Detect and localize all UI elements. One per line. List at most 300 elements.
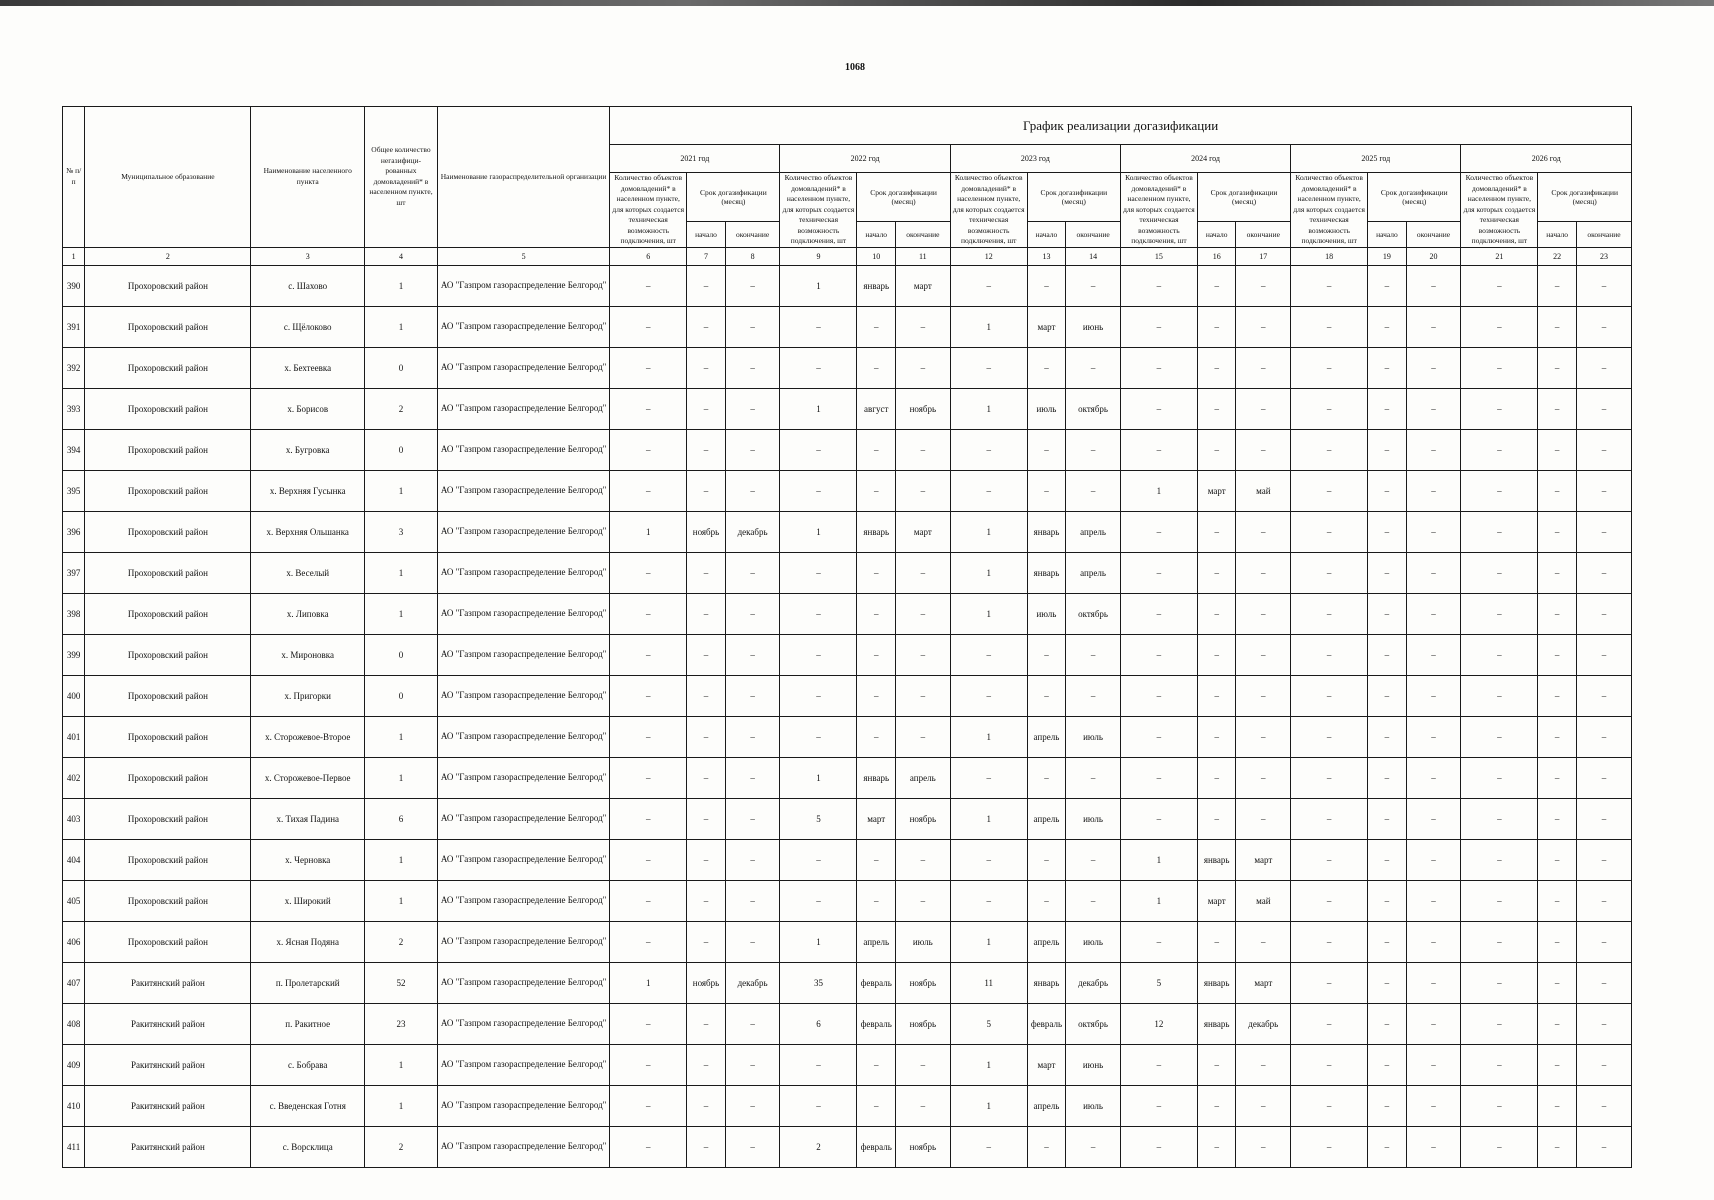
gas-org-cell: АО "Газпром газораспределение Белгород" — [437, 634, 609, 675]
count-cell: – — [610, 839, 687, 880]
end-month-cell: май — [1236, 470, 1291, 511]
settlement-cell: х. Сторожевое-Первое — [251, 757, 365, 798]
start-month-cell: ноябрь — [687, 511, 726, 552]
end-month-cell: ноябрь — [895, 1126, 950, 1167]
count-cell: – — [1461, 265, 1538, 306]
count-cell: – — [1291, 1085, 1368, 1126]
count-cell: – — [1461, 511, 1538, 552]
count-cell: – — [950, 1126, 1027, 1167]
end-month-cell: – — [1406, 962, 1461, 1003]
count-cell: 1 — [950, 798, 1027, 839]
end-month-cell: – — [725, 470, 780, 511]
gas-org-cell: АО "Газпром газораспределение Белгород" — [437, 552, 609, 593]
column-number: 17 — [1236, 247, 1291, 265]
end-month-cell: – — [1576, 1003, 1631, 1044]
count-cell: – — [1461, 388, 1538, 429]
start-month-cell: – — [1197, 388, 1236, 429]
count-cell: – — [610, 798, 687, 839]
start-month-cell: – — [1368, 1085, 1407, 1126]
end-month-cell: – — [1576, 921, 1631, 962]
start-month-cell: март — [1027, 1044, 1066, 1085]
end-month-cell: апрель — [895, 757, 950, 798]
end-month-cell: – — [895, 306, 950, 347]
row-number: 393 — [63, 388, 85, 429]
count-cell: 1 — [1120, 470, 1197, 511]
count-cell: – — [1291, 429, 1368, 470]
gas-org-cell: АО "Газпром газораспределение Белгород" — [437, 388, 609, 429]
count-cell: – — [610, 716, 687, 757]
end-month-cell: – — [1406, 798, 1461, 839]
start-month-cell: июль — [1027, 388, 1066, 429]
end-month-cell: – — [1236, 306, 1291, 347]
count-cell: – — [610, 552, 687, 593]
municipality-cell: Прохоровский район — [85, 429, 251, 470]
end-header: окончание — [725, 221, 780, 247]
end-month-cell: – — [1236, 634, 1291, 675]
count-cell: – — [780, 470, 857, 511]
start-month-cell: – — [1538, 429, 1577, 470]
table-row — [63, 962, 1632, 1003]
end-month-cell: – — [725, 265, 780, 306]
end-month-cell: – — [895, 716, 950, 757]
start-month-cell: – — [1197, 634, 1236, 675]
start-month-cell: январь — [857, 757, 896, 798]
count-cell: – — [950, 634, 1027, 675]
start-month-cell: – — [687, 839, 726, 880]
column-number: 16 — [1197, 247, 1236, 265]
count-header: Количество объектов домовладений* в населенном пункте, для которых создается техническая возможность подключения, шт — [610, 173, 687, 248]
start-month-cell: – — [1538, 470, 1577, 511]
count-cell: 1 — [950, 306, 1027, 347]
municipality-cell: Прохоровский район — [85, 306, 251, 347]
households-total-cell: 23 — [364, 1003, 437, 1044]
gas-org-cell: АО "Газпром газораспределение Белгород" — [437, 921, 609, 962]
count-cell: 5 — [950, 1003, 1027, 1044]
end-month-cell: апрель — [1066, 552, 1121, 593]
end-month-cell: – — [725, 552, 780, 593]
column-number: 13 — [1027, 247, 1066, 265]
settlement-cell: х. Сторожевое-Второе — [251, 716, 365, 757]
count-cell: – — [950, 675, 1027, 716]
settlement-cell: х. Верхняя Гусынка — [251, 470, 365, 511]
count-cell: – — [950, 265, 1027, 306]
start-month-cell: апрель — [1027, 798, 1066, 839]
start-header: начало — [1368, 221, 1407, 247]
end-month-cell: – — [895, 552, 950, 593]
end-header: окончание — [1236, 221, 1291, 247]
count-cell: – — [1291, 470, 1368, 511]
end-month-cell: – — [1406, 1044, 1461, 1085]
end-month-cell: июль — [895, 921, 950, 962]
end-month-cell: – — [725, 429, 780, 470]
municipality-cell: Ракитянский район — [85, 1126, 251, 1167]
count-cell: – — [780, 716, 857, 757]
count-cell: – — [1291, 1126, 1368, 1167]
households-total-cell: 1 — [364, 716, 437, 757]
end-month-cell: – — [725, 1003, 780, 1044]
year-header: 2026 год — [1461, 145, 1632, 173]
count-cell: – — [1291, 593, 1368, 634]
end-month-cell: – — [1066, 839, 1121, 880]
households-total-cell: 6 — [364, 798, 437, 839]
settlement-cell: х. Тихая Падина — [251, 798, 365, 839]
gas-org-cell: АО "Газпром газораспределение Белгород" — [437, 716, 609, 757]
start-month-cell: апрель — [1027, 716, 1066, 757]
count-cell: – — [950, 347, 1027, 388]
start-month-cell: – — [857, 552, 896, 593]
end-month-cell: – — [725, 839, 780, 880]
count-cell: 1 — [950, 716, 1027, 757]
count-cell: – — [1461, 552, 1538, 593]
end-month-cell: – — [725, 593, 780, 634]
start-month-cell: июль — [1027, 593, 1066, 634]
row-number: 410 — [63, 1085, 85, 1126]
start-month-cell: – — [1368, 921, 1407, 962]
start-month-cell: – — [687, 1085, 726, 1126]
end-month-cell: – — [1406, 511, 1461, 552]
settlement-cell: с. Ворсклица — [251, 1126, 365, 1167]
count-cell: – — [780, 306, 857, 347]
row-number: 391 — [63, 306, 85, 347]
end-month-cell: – — [725, 388, 780, 429]
end-month-cell: – — [1236, 757, 1291, 798]
gas-org-cell: АО "Газпром газораспределение Белгород" — [437, 757, 609, 798]
start-month-cell: – — [1538, 1126, 1577, 1167]
start-month-cell: январь — [1027, 511, 1066, 552]
households-total-cell: 1 — [364, 839, 437, 880]
count-cell: – — [1461, 1126, 1538, 1167]
settlement-cell: х. Веселый — [251, 552, 365, 593]
gas-org-cell: АО "Газпром газораспределение Белгород" — [437, 429, 609, 470]
table-row — [63, 429, 1632, 470]
table-body — [63, 265, 1632, 1167]
count-cell: – — [1461, 880, 1538, 921]
table-row — [63, 552, 1632, 593]
start-month-cell: – — [1368, 757, 1407, 798]
count-cell: – — [610, 1044, 687, 1085]
end-month-cell: – — [1236, 675, 1291, 716]
column-number: 5 — [437, 247, 609, 265]
count-cell: – — [610, 675, 687, 716]
end-month-cell: – — [1406, 593, 1461, 634]
start-month-cell: – — [1027, 675, 1066, 716]
end-month-cell: – — [1236, 429, 1291, 470]
count-cell: – — [1461, 962, 1538, 1003]
row-number: 394 — [63, 429, 85, 470]
end-month-cell: октябрь — [1066, 388, 1121, 429]
count-cell: 2 — [780, 1126, 857, 1167]
start-month-cell: март — [1197, 470, 1236, 511]
table-row — [63, 347, 1632, 388]
header-no: № п/п — [63, 107, 85, 248]
households-total-cell: 0 — [364, 634, 437, 675]
start-month-cell: январь — [857, 511, 896, 552]
start-month-cell: – — [1538, 716, 1577, 757]
count-cell: – — [1291, 675, 1368, 716]
row-number: 407 — [63, 962, 85, 1003]
start-month-cell: апрель — [1027, 921, 1066, 962]
households-total-cell: 1 — [364, 265, 437, 306]
end-month-cell: июль — [1066, 921, 1121, 962]
header-settlement: Наименование населенного пункта — [251, 107, 365, 248]
gas-org-cell: АО "Газпром газораспределение Белгород" — [437, 1085, 609, 1126]
start-month-cell: январь — [857, 265, 896, 306]
term-header: Срок догазификации (месяц) — [687, 173, 780, 222]
end-month-cell: – — [1406, 429, 1461, 470]
table-row — [63, 757, 1632, 798]
start-month-cell: – — [1538, 1003, 1577, 1044]
gas-org-cell: АО "Газпром газораспределение Белгород" — [437, 265, 609, 306]
start-month-cell: – — [687, 675, 726, 716]
count-cell: – — [780, 347, 857, 388]
end-month-cell: март — [895, 265, 950, 306]
end-month-cell: – — [1406, 921, 1461, 962]
count-cell: – — [1461, 1085, 1538, 1126]
count-cell: 1 — [950, 552, 1027, 593]
gas-org-cell: АО "Газпром газораспределение Белгород" — [437, 511, 609, 552]
end-month-cell: июль — [1066, 716, 1121, 757]
municipality-cell: Прохоровский район — [85, 470, 251, 511]
end-month-cell: – — [1576, 265, 1631, 306]
count-cell: – — [1461, 306, 1538, 347]
start-month-cell: – — [1368, 1003, 1407, 1044]
households-total-cell: 0 — [364, 675, 437, 716]
start-month-cell: – — [687, 265, 726, 306]
count-cell: – — [1461, 839, 1538, 880]
start-month-cell: – — [857, 470, 896, 511]
gas-org-cell: АО "Газпром газораспределение Белгород" — [437, 839, 609, 880]
end-month-cell: декабрь — [725, 511, 780, 552]
end-month-cell: – — [1576, 593, 1631, 634]
row-number: 397 — [63, 552, 85, 593]
households-total-cell: 1 — [364, 306, 437, 347]
end-month-cell: ноябрь — [895, 798, 950, 839]
column-number: 7 — [687, 247, 726, 265]
count-cell: – — [1461, 634, 1538, 675]
start-month-cell: – — [1538, 634, 1577, 675]
start-month-cell: – — [1027, 880, 1066, 921]
gas-org-cell: АО "Газпром газораспределение Белгород" — [437, 1126, 609, 1167]
end-month-cell: – — [725, 716, 780, 757]
end-month-cell: ноябрь — [895, 388, 950, 429]
start-month-cell: январь — [1027, 552, 1066, 593]
count-cell: 12 — [1120, 1003, 1197, 1044]
column-number: 14 — [1066, 247, 1121, 265]
table-row — [63, 716, 1632, 757]
start-header: начало — [1197, 221, 1236, 247]
start-month-cell: – — [1197, 1126, 1236, 1167]
start-month-cell: февраль — [1027, 1003, 1066, 1044]
start-month-cell: – — [857, 716, 896, 757]
start-month-cell: – — [1027, 265, 1066, 306]
count-cell: – — [780, 593, 857, 634]
count-cell: – — [1120, 1085, 1197, 1126]
end-month-cell: – — [725, 675, 780, 716]
count-cell: – — [1120, 388, 1197, 429]
table-row — [63, 634, 1632, 675]
column-number: 19 — [1368, 247, 1407, 265]
row-number: 411 — [63, 1126, 85, 1167]
start-month-cell: – — [1197, 1085, 1236, 1126]
end-month-cell: – — [895, 839, 950, 880]
start-month-cell: – — [687, 634, 726, 675]
table-row — [63, 511, 1632, 552]
end-month-cell: – — [1236, 1085, 1291, 1126]
start-month-cell: – — [1538, 347, 1577, 388]
count-header: Количество объектов домовладений* в населенном пункте, для которых создается техническая возможность подключения, шт — [780, 173, 857, 248]
column-number: 21 — [1461, 247, 1538, 265]
column-number: 3 — [251, 247, 365, 265]
count-cell: – — [1461, 1044, 1538, 1085]
count-cell: – — [610, 1126, 687, 1167]
count-cell: – — [780, 552, 857, 593]
column-number: 18 — [1291, 247, 1368, 265]
count-cell: – — [950, 757, 1027, 798]
row-number: 406 — [63, 921, 85, 962]
start-month-cell: – — [1368, 470, 1407, 511]
start-month-cell: январь — [1197, 839, 1236, 880]
scan-edge-artifact — [0, 0, 1714, 6]
count-cell: 1 — [950, 1085, 1027, 1126]
start-month-cell: – — [1197, 511, 1236, 552]
end-month-cell: – — [725, 634, 780, 675]
count-cell: – — [610, 1085, 687, 1126]
count-cell: – — [950, 470, 1027, 511]
end-month-cell: – — [1406, 839, 1461, 880]
end-month-cell: – — [895, 470, 950, 511]
start-month-cell: январь — [1027, 962, 1066, 1003]
settlement-cell: х. Мироновка — [251, 634, 365, 675]
column-number: 10 — [857, 247, 896, 265]
count-cell: – — [1291, 552, 1368, 593]
start-month-cell: – — [857, 347, 896, 388]
end-month-cell: – — [725, 880, 780, 921]
count-cell: 1 — [950, 388, 1027, 429]
count-cell: 1 — [950, 921, 1027, 962]
households-total-cell: 1 — [364, 757, 437, 798]
end-month-cell: – — [1576, 429, 1631, 470]
start-month-cell: – — [1368, 880, 1407, 921]
end-month-cell: – — [1066, 429, 1121, 470]
start-month-cell: – — [1197, 429, 1236, 470]
table-header — [63, 107, 1632, 266]
gasification-schedule-table — [62, 106, 1632, 1168]
count-cell: 1 — [950, 593, 1027, 634]
row-number: 399 — [63, 634, 85, 675]
municipality-cell: Прохоровский район — [85, 716, 251, 757]
year-header: 2024 год — [1120, 145, 1290, 173]
end-month-cell: декабрь — [1066, 962, 1121, 1003]
end-header: окончание — [1576, 221, 1631, 247]
count-cell: – — [1120, 921, 1197, 962]
settlement-cell: п. Пролетарский — [251, 962, 365, 1003]
start-month-cell: – — [1538, 511, 1577, 552]
count-cell: – — [1461, 593, 1538, 634]
start-month-cell: август — [857, 388, 896, 429]
end-month-cell: – — [895, 593, 950, 634]
start-month-cell: февраль — [857, 1003, 896, 1044]
count-cell: – — [1120, 1126, 1197, 1167]
table-row — [63, 470, 1632, 511]
count-cell: – — [610, 347, 687, 388]
settlement-cell: х. Пригорки — [251, 675, 365, 716]
end-month-cell: – — [725, 757, 780, 798]
end-month-cell: – — [1236, 347, 1291, 388]
start-month-cell: – — [1368, 593, 1407, 634]
end-month-cell: – — [1406, 757, 1461, 798]
end-month-cell: июнь — [1066, 1044, 1121, 1085]
count-cell: – — [1291, 839, 1368, 880]
count-header: Количество объектов домовладений* в населенном пункте, для которых создается техническая возможность подключения, шт — [1120, 173, 1197, 248]
table-row — [63, 880, 1632, 921]
settlement-cell: с. Щёлоково — [251, 306, 365, 347]
start-month-cell: – — [1538, 921, 1577, 962]
end-month-cell: – — [1236, 1044, 1291, 1085]
gas-org-cell: АО "Газпром газораспределение Белгород" — [437, 798, 609, 839]
end-month-cell: – — [1576, 511, 1631, 552]
count-cell: – — [950, 839, 1027, 880]
end-month-cell: – — [1576, 552, 1631, 593]
end-month-cell: – — [895, 1085, 950, 1126]
column-number: 11 — [895, 247, 950, 265]
start-month-cell: – — [687, 1126, 726, 1167]
municipality-cell: Прохоровский район — [85, 511, 251, 552]
end-month-cell: октябрь — [1066, 1003, 1121, 1044]
column-number: 2 — [85, 247, 251, 265]
count-cell: – — [950, 429, 1027, 470]
term-header: Срок догазификации (месяц) — [1368, 173, 1461, 222]
count-cell: – — [610, 634, 687, 675]
year-header: 2021 год — [610, 145, 780, 173]
municipality-cell: Ракитянский район — [85, 1085, 251, 1126]
start-month-cell: – — [857, 1044, 896, 1085]
table-row — [63, 675, 1632, 716]
end-month-cell: июль — [1066, 1085, 1121, 1126]
count-cell: – — [1291, 921, 1368, 962]
end-month-cell: – — [1576, 388, 1631, 429]
households-total-cell: 52 — [364, 962, 437, 1003]
count-cell: – — [780, 880, 857, 921]
end-month-cell: – — [1406, 347, 1461, 388]
start-month-cell: – — [1197, 593, 1236, 634]
start-month-cell: март — [857, 798, 896, 839]
end-month-cell: ноябрь — [895, 962, 950, 1003]
start-month-cell: – — [1197, 675, 1236, 716]
row-number: 392 — [63, 347, 85, 388]
start-month-cell: – — [1538, 552, 1577, 593]
gas-org-cell: АО "Газпром газораспределение Белгород" — [437, 306, 609, 347]
start-month-cell: – — [1368, 552, 1407, 593]
municipality-cell: Прохоровский район — [85, 593, 251, 634]
end-month-cell: – — [1576, 798, 1631, 839]
end-month-cell: – — [725, 347, 780, 388]
header-households-total: Общее количество негазифици-рованных домовладений* в населенном пункте, шт — [364, 107, 437, 248]
start-month-cell: март — [1197, 880, 1236, 921]
count-cell: – — [1461, 921, 1538, 962]
count-cell: – — [1120, 675, 1197, 716]
count-cell: – — [610, 429, 687, 470]
count-cell: – — [1291, 1044, 1368, 1085]
start-month-cell: – — [857, 593, 896, 634]
start-month-cell: – — [1368, 306, 1407, 347]
end-month-cell: – — [1066, 675, 1121, 716]
households-total-cell: 1 — [364, 1085, 437, 1126]
count-cell: – — [780, 634, 857, 675]
end-month-cell: – — [1236, 511, 1291, 552]
count-cell: – — [780, 839, 857, 880]
gas-org-cell: АО "Газпром газораспределение Белгород" — [437, 675, 609, 716]
start-month-cell: – — [1197, 265, 1236, 306]
